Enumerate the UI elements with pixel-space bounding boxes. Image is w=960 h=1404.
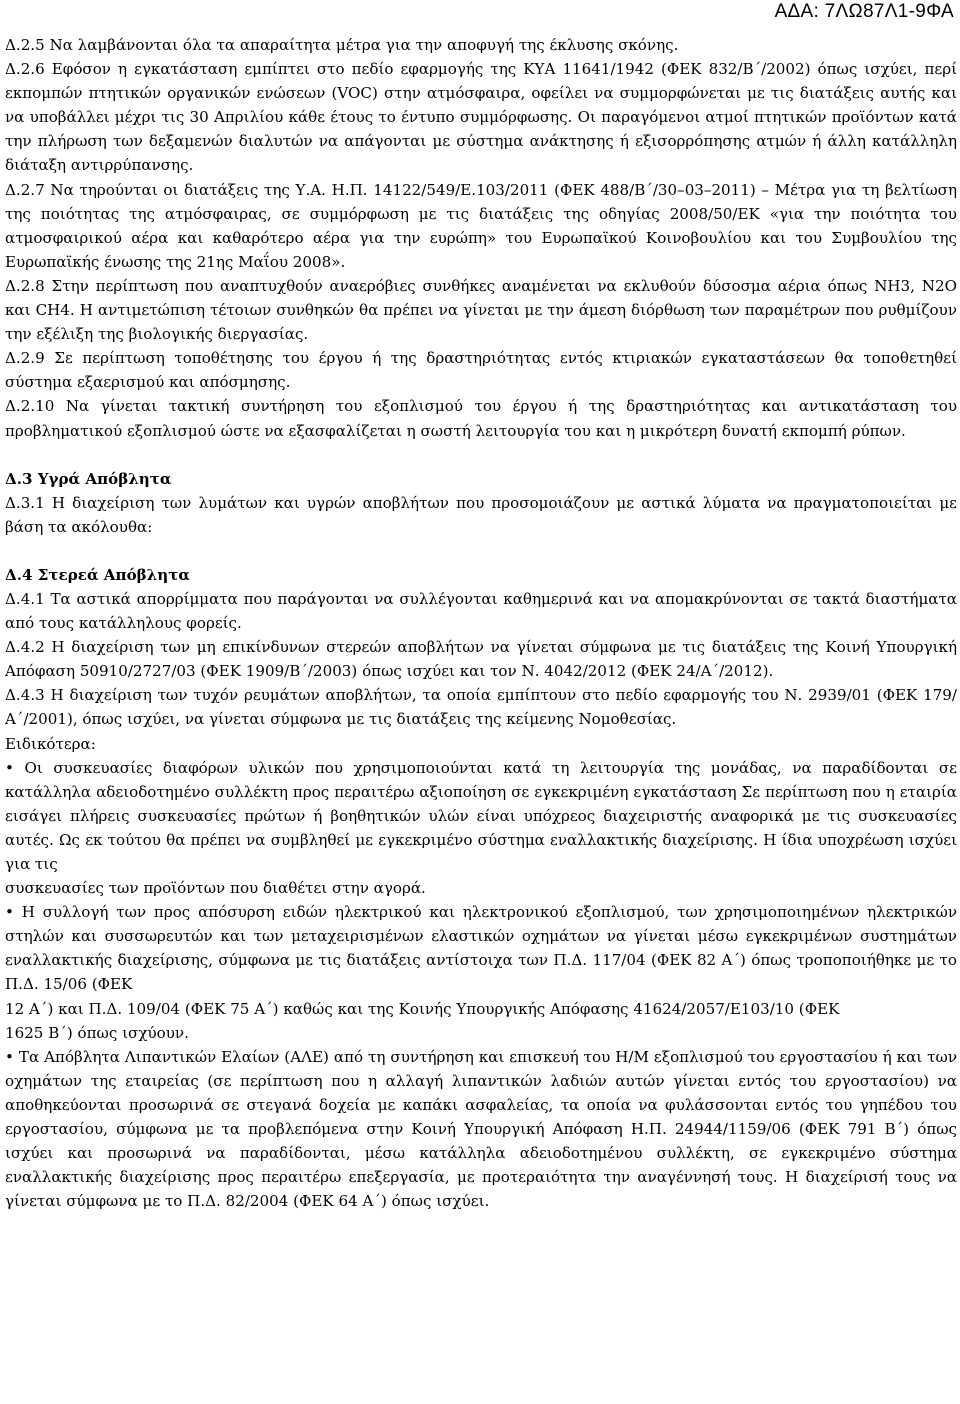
paragraph-d-2-5: Δ.2.5 Να λαμβάνονται όλα τα απαραίτητα μέτρα για την αποφυγή της έκλυσης σκόνης.: [5, 36, 679, 54]
paragraph-d-4-3: Δ.4.3 Η διαχείριση των τυχόν ρευμάτων αποβλήτων, τα οποία εμπίπτουν στο πεδίο εφαρμογής του Ν. 2939/01 (ΦΕΚ 179/Α΄/2001), όπως ισχύει, να γίνεται σύμφωνα με τις διατάξεις της κείμενης Νομοθεσίας.: [5, 686, 957, 729]
bullet-lubricant-oils: • Τα Απόβλητα Λιπαντικών Ελαίων (ΑΛΕ) από τη συντήρηση και επισκευή του Η/Μ εξοπλισμού του εργοστασίου ή και των οχημάτων της εταιρείας (σε περίπτωση που η αλλαγή λιπαντικών λαδιών αυτών γίνεται εντός του εργοστασίου) να αποθηκεύονται προσωρινά σε στεγανά δοχεία με καπάκι ασφαλείας, τα οποία να φυλάσσονται εντός του γηπέδου του εργοστασίου, σύμφωνα με τα προβλεπόμενα στην Κοινή Υπουργική Απόφαση Η.Π. 24944/1159/06 (ΦΕΚ 791 Β΄) όπως ισχύει και προσωρινά να παραδίδονται, μέσω κατάλληλα αδειοδοτημένου συλλέκτη, σε εγκεκριμένο σύστημα εναλλακτικής διαχείρισης προς περαιτέρω επεξεργασία, με προτεραιότητα την αναγέννησή τους. Η διαχείρισή τους να γίνεται σύμφωνα με το Π.Δ. 82/2004 (ΦΕΚ 64 Α΄) όπως ισχύει.: [5, 1047, 957, 1211]
bullet-electrical-equipment-line2: 12 Α΄) και Π.Δ. 109/04 (ΦΕΚ 75 Α΄) καθώς και της Κοινής Υπουργικής Απόφασης 41624/2057/Ε103/10 (ΦΕΚ: [5, 999, 840, 1018]
paragraph-d-2-8: Δ.2.8 Στην περίπτωση που αναπτυχθούν αναερόβιες συνθήκες αναμένεται να εκλυθούν δύσοσμα αέρια όπως NH3, N2O και CH4. Η αντιμετώπιση τέτοιων συνθηκών θα πρέπει να γίνεται με την άμεση διόρθωση των παραμέτρων που ρυθμίζουν την εξέλιξη της βιολογικής διεργασίας.: [5, 276, 957, 344]
bullet-electrical-equipment: • Η συλλογή των προς απόσυρση ειδών ηλεκτρικού και ηλεκτρονικού εξοπλισμού, των χρησιμοποιημένων ηλεκτρικών στηλών και συσσωρευτών και των μεταχειρισμένων ελαστικών οχημάτων να γίνεται μέσω εγκεκριμένων συστημάτων εναλλακτικής διαχείρισης, σύμφωνα με τις διατάξεις αντίστοιχα των Π.Δ. 117/04 (ΦΕΚ 82 Α΄) όπως τροποποιήθηκε με το Π.Δ. 15/06 (ΦΕΚ: [5, 903, 957, 994]
paragraph-d-2-9: Δ.2.9 Σε περίπτωση τοποθέτησης του έργου ή της δραστηριότητας εντός κτιριακών εγκαταστάσεων θα τοποθετηθεί σύστημα εξαερισμού και απόσμησης.: [5, 349, 957, 392]
paragraph-d-2-10: Δ.2.10 Να γίνεται τακτική συντήρηση του εξοπλισμού του έργου ή της δραστηριότητας και αντικατάσταση του προβληματικού εξοπλισμού ώστε να εξασφαλίζεται η σωστή λειτουργία του και η μικρότερη δυνατή εκπομπή ρύπων.: [5, 397, 957, 440]
bullet-packaging: • Οι συσκευασίες διαφόρων υλικών που χρησιμοποιούνται κατά τη λειτουργία της μονάδας, να παραδίδονται σε κατάλληλα αδειοδοτημένο συλλέκτη προς περαιτέρω αξιοποίηση σε εγκεκριμένη εγκατάσταση Σε περίπτωση που η εταιρία εισάγει πλήρεις συσκευασίες πρώτων ή βοηθητικών υλών είναι υπόχρεος διαχειριστής αναφορικά με τις συσκευασίες αυτές. Ως εκ τούτου θα πρέπει να συμβληθεί με εγκεκριμένο σύστημα εναλλακτικής διαχείρισης. Η ίδια υποχρέωση ισχύει για τις: [5, 758, 957, 873]
ada-code: ΑΔΑ: 7ΛΩ87Λ1-9ΦΑ: [774, 1, 954, 22]
paragraph-d-2-7: Δ.2.7 Να τηρούνται οι διατάξεις της Υ.Α. Η.Π. 14122/549/Ε.103/2011 (ΦΕΚ 488/Β΄/30–03–2011) – Μέτρα για τη βελτίωση της ποιότητας της ατμόσφαιρας, σε συμμόρφωση με τις διατάξεις της οδηγίας 2008/50/ΕΚ «για την ποιότητα του ατμοσφαιρικού αέρα και καθαρότερο αέρα για την ευρώπη» του Ευρωπαϊκού Κοινοβουλίου και του Συμβουλίου της Ευρωπαϊκής ένωσης της 21ης Μαΐου 2008».: [5, 180, 957, 271]
bullet-packaging-continuation: συσκευασίες των προϊόντων που διαθέτει στην αγορά.: [5, 879, 426, 898]
spacer: [5, 539, 957, 563]
paragraph-d-4-1: Δ.4.1 Τα αστικά απορρίμματα που παράγονται να συλλέγονται καθημερινά και να απομακρύνονται σε τακτά διαστήματα από τους κατάλληλους φορείς.: [5, 589, 957, 633]
document-body: [5, 33, 957, 1213]
paragraph-specifically: Ειδικότερα:: [5, 734, 96, 753]
paragraph-d-4-2: Δ.4.2 Η διαχείριση των μη επικίνδυνων στερεών αποβλήτων να γίνεται σύμφωνα με τις διατάξεις της Κοινή Υπουργική Απόφαση 50910/2727/03 (ΦΕΚ 1909/Β΄/2003) όπως ισχύει και τον Ν. 4042/2012 (ΦΕΚ 24/Α΄/2012).: [5, 638, 957, 681]
heading-solid-waste: Δ.4 Στερεά Απόβλητα: [5, 565, 190, 584]
paragraph-d-2-6: Δ.2.6 Εφόσον η εγκατάσταση εμπίπτει στο πεδίο εφαρμογής της ΚΥΑ 11641/1942 (ΦΕΚ 832/Β΄/2002) όπως ισχύει, περί εκπομπών πτητικών οργανικών ενώσεων (VOC) στην ατμόσφαιρα, οφείλει να συμμορφώνεται με τις διατάξεις αυτής και να υποβάλλει μέχρι τις 30 Απριλίου κάθε έτους το έντυπο συμμόρφωσης. Οι παραγόμενοι ατμοί πτητικών προϊόντων κατά την πλήρωση των δεξαμενών διαλυτών να απάγονται με σύστημα ανάκτησης ή εξισορρόπησης ατμών ή άλλη κατάλληλη διάταξη αντιρρύπανσης.: [5, 60, 957, 175]
paragraph-d-3-1: Δ.3.1 Η διαχείριση των λυμάτων και υγρών αποβλήτων που προσομοιάζουν με αστικά λύματα να πραγματοποιείται με βάση τα ακόλουθα:: [5, 493, 957, 536]
heading-liquid-waste: Δ.3 Υγρά Απόβλητα: [5, 469, 172, 488]
spacer: [5, 443, 957, 467]
bullet-electrical-equipment-line3: 1625 Β΄) όπως ισχύουν.: [5, 1023, 189, 1042]
